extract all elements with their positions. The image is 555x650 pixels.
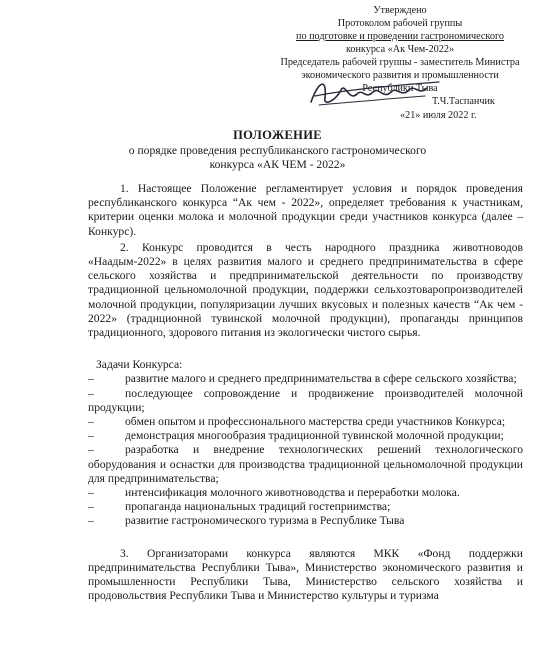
task-text: пропаганда национальных традиций гостеприимства; <box>125 500 391 514</box>
paragraph-1: 1. Настоящее Положение регламентирует условия и порядок проведения республиканского конкурса “Ак чем - 2022», определяет требования к участникам, критерии оценки молока и молочной продукции среди участников конкурса (далее – Конкурс). <box>88 182 523 238</box>
task-item <box>88 387 523 415</box>
dash-marker: – <box>88 386 94 400</box>
approval-date: «21» июля 2022 г. <box>400 110 477 121</box>
task-item <box>88 372 523 386</box>
task-text: обмен опытом и профессионального мастерства среди участников Конкурса; <box>125 415 506 429</box>
task-text: развитие гастрономического туризма в Республике Тыва <box>125 514 405 528</box>
task-text: развитие малого и среднего предпринимательства в сфере сельского хозяйства; <box>125 372 517 386</box>
task-item <box>88 486 523 500</box>
handwritten-signature <box>305 72 445 110</box>
approval-line: экономического развития и промышленности <box>301 70 499 81</box>
task-item <box>88 415 523 429</box>
task-text: интенсификация молочного животноводства и переработки молока. <box>125 486 460 500</box>
document-subtitle <box>0 144 555 172</box>
approval-line: конкурса «Ак Чем-2022» <box>345 44 455 55</box>
approval-line: Протоколом рабочей группы <box>337 18 463 29</box>
paragraph-2: 2. Конкурс проводится в честь народного праздника животноводов «Наадым-2022» в целях развития малого и среднего предпринимательства в сфере сельского хозяйства и предпринимательской деятельности по производству традиционной цельномолочной продукции, поддержки сельхозтоваропроизводителей молочной продукции, популяризации лучших вкусовых и полезных качеств “Ак чем - 2022» (традиционной тувинской молочной продукции), пропаганды принципов традиционного, здорового питания из экологически чистого сырья. <box>88 240 523 340</box>
approval-heading: Утверждено <box>373 5 427 16</box>
dash-marker: – <box>88 486 94 500</box>
approval-line: Республики Тыва <box>362 83 438 94</box>
signer-name: Т.Ч.Таспанчик <box>432 96 495 107</box>
task-item <box>88 514 523 528</box>
dash-marker: – <box>88 500 94 514</box>
dash-marker: – <box>88 415 94 429</box>
dash-marker: – <box>88 514 94 528</box>
task-text: разработка и внедрение технологических решений технологического оборудования и оснастки для производства традиционной цельномолочной продукции для предпринимательства; <box>88 443 523 485</box>
paragraph-3: 3. Организаторами конкурса являются МКК «Фонд поддержки предпринимательства Республики Тыва», Министерство экономического развития и промышленности Республики Тыва, Министерство сельского хозяйства и продовольствия Республики Тыва и Министерство культуры и туризма <box>88 546 523 603</box>
task-item <box>88 443 523 486</box>
approval-line: Председатель рабочей группы - заместитель Министра <box>280 57 520 68</box>
task-item <box>88 429 523 443</box>
dash-marker: – <box>88 429 94 443</box>
dash-marker: – <box>88 372 94 386</box>
subtitle-line: о порядке проведения республиканского гастрономического <box>128 144 427 157</box>
approval-line: по подготовке и проведении гастрономического <box>296 31 504 42</box>
task-text: последующее сопровождение и продвижение производителей молочной продукции; <box>88 386 523 414</box>
document-body <box>88 182 523 605</box>
dash-marker: – <box>88 443 94 457</box>
tasks-heading: Задачи Конкурса: <box>96 358 183 372</box>
task-item <box>88 500 523 514</box>
task-text: демонстрация многообразия традиционной тувинской молочной продукции; <box>125 429 504 443</box>
document-title: ПОЛОЖЕНИЕ <box>233 128 322 142</box>
subtitle-line: конкурса «АК ЧЕМ - 2022» <box>209 158 346 171</box>
